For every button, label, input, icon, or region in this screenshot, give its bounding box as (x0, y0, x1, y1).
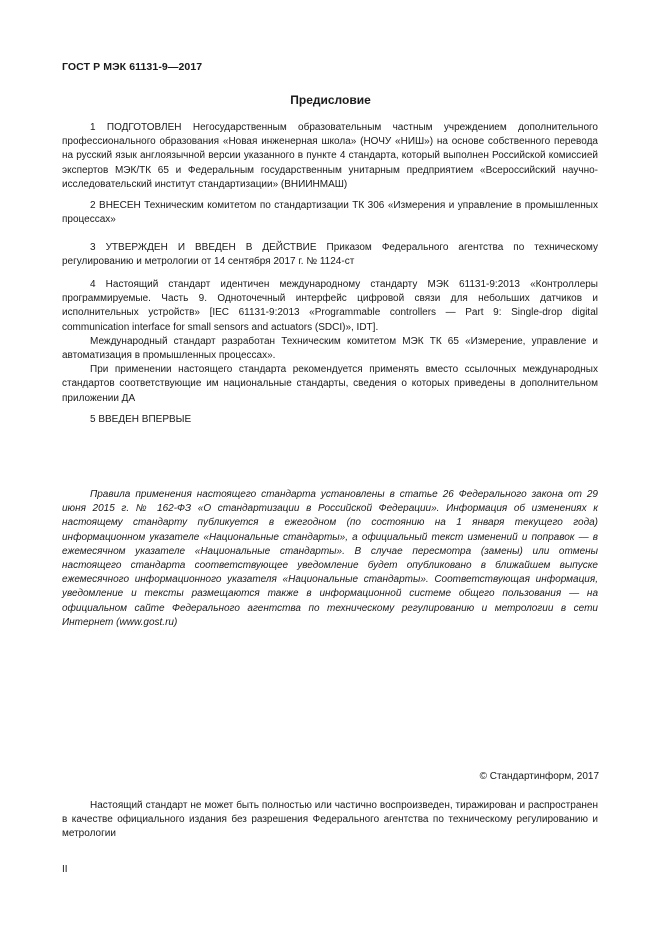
reproduction-notice-text: Настоящий стандарт не может быть полностью или частично воспроизведен, тиражирован и распространен в качестве официального издания без разрешения Федерального агентства по техническому регулированию и метрологии (62, 800, 598, 840)
preface-item-1 (62, 121, 598, 192)
preface-item-4-text: 4 Настоящий стандарт идентичен международному стандарту МЭК 61131-9:2013 «Контроллеры программируемые. Часть 9. Одноточечный интерфейс цифровой связи для небольших датчиков и исполнительных устройств» [IEC 61131-9:2013 «Programmable controllers — Part 9: Single-drop digital communication interface for small sensors and actuators (SDCI)», IDT]. (62, 279, 598, 333)
preface-title: Предисловие (290, 93, 371, 107)
standard-id-header: ГОСТ Р МЭК 61131-9—2017 (62, 61, 203, 73)
preface-item-4-usage: При применении настоящего стандарта рекомендуется применять вместо ссылочных международных стандартов соответствующие им национальные стандарты, сведения о которых приведены в дополнительном приложении ДА (62, 364, 598, 404)
preface-item-5 (62, 413, 598, 427)
preface-item-3-text: 3 УТВЕРЖДЕН И ВВЕДЕН В ДЕЙСТВИЕ Приказом Федерального агентства по техническому регулированию и метрологии от 14 сентября 2017 г. № 1124-ст (62, 242, 598, 268)
preface-item-4-developer: Международный стандарт разработан Техническим комитетом МЭК ТК 65 «Измерение, управление и автоматизация в промышленных процессах». (62, 335, 598, 362)
preface-item-4 (62, 278, 598, 406)
preface-item-2 (62, 199, 598, 227)
application-rules-text: Правила применения настоящего стандарта установлены в статье 26 Федерального закона от 29 июня 2015 г. № 162-ФЗ «О стандартизации в Российской Федерации». Информация об изменениях к настоящему стандарту публикуется в ежегодном (по состоянию на 1 января текущего года) информационном указателе «Национальные стандарты», а официальный текст изменений и поправок — в ежемесячном указателе «Национальные стандарты». В случае пересмотра (замены) или отмены настоящего стандарта соответствующее уведомление будет опубликовано в ближайшем выпуске ежемесячного информационного указателя «Национальные стандарты». Соответствующая информация, уведомление и тексты размещаются также в информационной системе общего пользования — на официальном сайте Федерального агентства по техническому регулированию и метрологии в сети Интернет (www.gost.ru) (62, 489, 598, 628)
preface-item-2-text: 2 ВНЕСЕН Техническим комитетом по стандартизации ТК 306 «Измерения и управление в промышленных процессах» (62, 200, 598, 226)
page-number: II (62, 864, 68, 875)
preface-item-3 (62, 241, 598, 269)
reproduction-notice (62, 799, 598, 842)
application-rules-notice (62, 488, 598, 630)
preface-item-5-text: 5 ВВЕДЕН ВПЕРВЫЕ (90, 414, 192, 425)
preface-item-1-text: 1 ПОДГОТОВЛЕН Негосударственным образовательным частным учреждением дополнительного профессионального образования «Новая инженерная школа» (НОЧУ «НИШ») на основе собственного перевода на русский язык англоязычной версии указанного в пункте 4 стандарта, который выполнен Российской комиссией экспертов МЭК/ТК 65 и Федеральным государственным унитарным предприятием «Всероссийский научно-исследовательский институт стандартизации» (ВНИИНМАШ) (62, 122, 598, 190)
copyright: © Стандартинформ, 2017 (479, 771, 599, 782)
